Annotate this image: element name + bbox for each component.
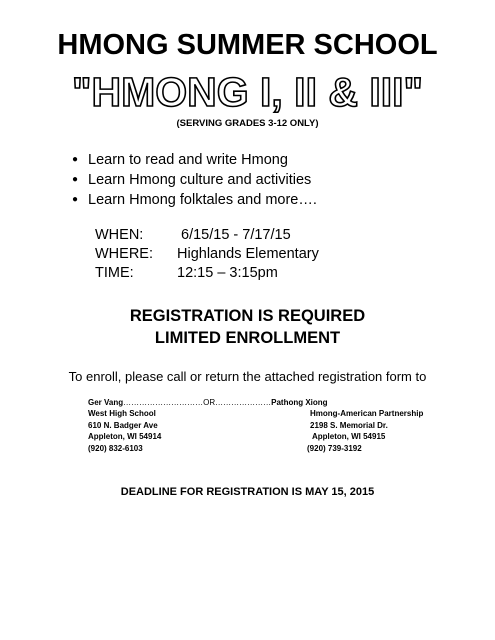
contact-names-row (88, 397, 428, 408)
bullet-icon: ● (72, 154, 79, 165)
list-item (72, 150, 317, 170)
subtitle-text: "HMONG I, II & III" (72, 69, 423, 114)
contact-city-row (88, 431, 428, 442)
outlined-subtitle (0, 66, 495, 114)
contact-right-street: 2198 S. Memorial Dr. (310, 420, 388, 430)
when-row (95, 226, 319, 245)
contact-separator: …………………………OR………………… (123, 398, 272, 407)
contact-left-name: Ger Vang (88, 398, 124, 407)
when-label: WHEN: (95, 227, 144, 243)
enroll-instructions: To enroll, please call or return the attached registration form to (68, 369, 427, 384)
page-title: HMONG SUMMER SCHOOL (57, 29, 438, 61)
time-label: TIME: (95, 265, 134, 281)
contact-left-org: West High School (88, 409, 156, 419)
list-item-text: Learn Hmong folktales and more…. (88, 192, 317, 208)
where-row (95, 245, 319, 264)
feature-list (72, 150, 317, 210)
limited-enrollment: LIMITED ENROLLMENT (154, 329, 341, 347)
list-item-text: Learn to read and write Hmong (88, 152, 288, 168)
bullet-icon: ● (72, 194, 79, 205)
when-value: 6/15/15 - 7/17/15 (181, 227, 291, 243)
bullet-icon: ● (72, 174, 79, 185)
list-item (72, 190, 317, 210)
contact-left-phone: (920) 832-6103 (88, 443, 143, 453)
contact-left-street: 610 N. Badger Ave (88, 420, 158, 430)
registration-required: REGISTRATION IS REQUIRED (129, 307, 366, 325)
list-item (72, 170, 317, 190)
list-item-text: Learn Hmong culture and activities (88, 172, 312, 188)
contact-right-name: Pathong Xiong (271, 398, 328, 407)
registration-notice (0, 305, 495, 349)
contact-left-city: Appleton, WI 54914 (88, 432, 162, 442)
event-details (95, 226, 319, 283)
where-label: WHERE: (95, 246, 153, 262)
registration-deadline: DEADLINE FOR REGISTRATION IS MAY 15, 2015 (120, 486, 375, 498)
where-value: Highlands Elementary (177, 246, 319, 262)
contact-block (88, 397, 428, 454)
time-row (95, 264, 319, 283)
grades-note: (SERVING GRADES 3-12 ONLY) (176, 118, 319, 129)
contact-right-phone: (920) 739-3192 (307, 443, 362, 453)
contact-street-row (88, 420, 428, 431)
contact-right-city: Appleton, WI 54915 (312, 432, 386, 442)
outlined-subtitle-graphic (0, 66, 495, 114)
contact-right-org: Hmong-American Partnership (310, 409, 424, 419)
contact-phone-row (88, 443, 428, 454)
contact-org-row (88, 408, 428, 419)
time-value: 12:15 – 3:15pm (177, 265, 278, 281)
